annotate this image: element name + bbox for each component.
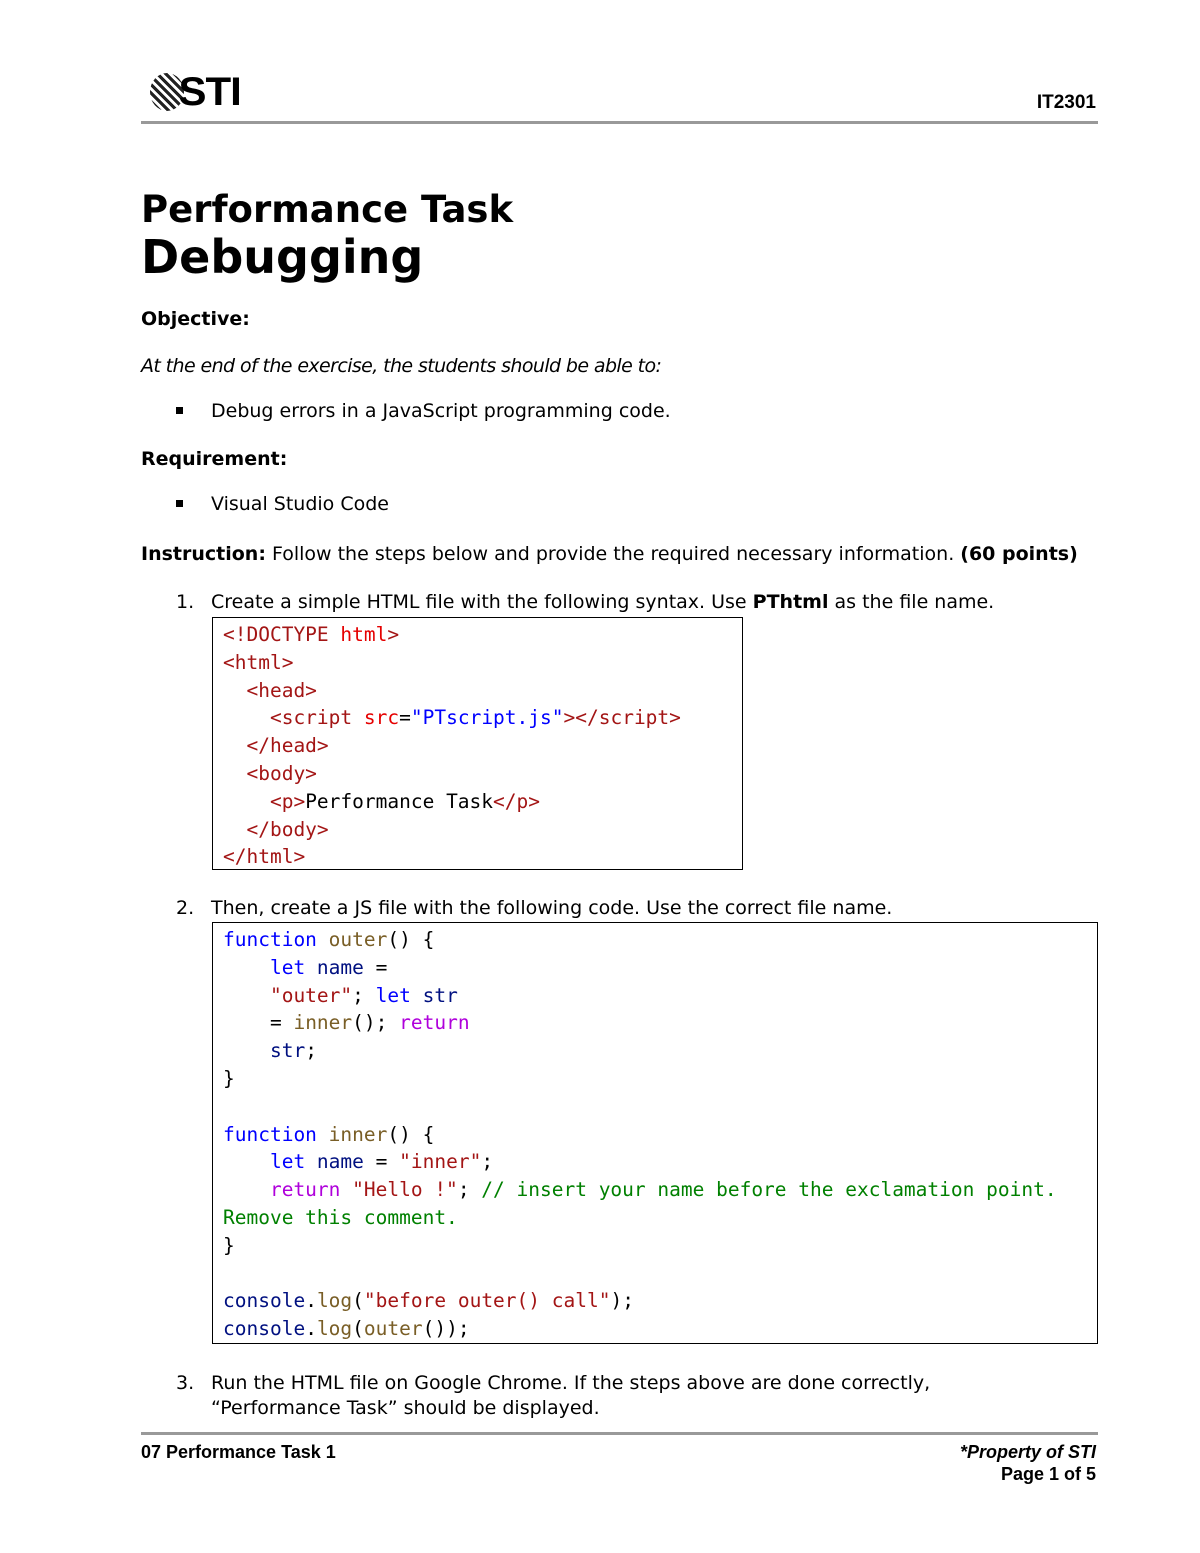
code-token: } <box>223 1233 235 1257</box>
code-line <box>223 1287 1087 1315</box>
code-line <box>223 954 1087 982</box>
step-1-filename: PThtml <box>752 591 829 613</box>
code-line <box>223 1037 1087 1065</box>
code-token: </head> <box>223 734 329 758</box>
code-token: console <box>223 1289 306 1313</box>
sti-logo <box>150 72 239 112</box>
code-token: "PTscript.js" <box>410 706 564 730</box>
code-token: = <box>363 955 388 979</box>
code-line <box>223 1121 1087 1149</box>
step-1-text <box>211 591 994 613</box>
code-token: = <box>363 1150 400 1174</box>
step-number: 2. <box>176 897 195 919</box>
code-token: </p> <box>493 789 540 813</box>
code-line <box>223 1093 1087 1121</box>
code-token: return <box>223 1178 353 1202</box>
code-token: Remove this comment. <box>223 1205 458 1229</box>
code-token: ( <box>352 1289 364 1313</box>
code-token: ()); <box>422 1317 470 1341</box>
code-token: outer <box>363 1317 423 1341</box>
requirement-heading: Requirement: <box>141 448 288 470</box>
code-token: Performance Task <box>305 789 494 813</box>
code-token: "Hello !" <box>352 1178 458 1202</box>
code-token: log <box>316 1317 353 1341</box>
code-token: <p> <box>223 789 306 813</box>
code-token: . <box>305 1289 317 1313</box>
step-1-post: as the file name. <box>828 591 995 613</box>
code-line <box>223 1065 1087 1093</box>
code-token: name <box>316 955 364 979</box>
code-line <box>223 649 732 677</box>
logo-text: STI <box>178 70 241 114</box>
code-token: > <box>387 623 400 646</box>
step-number: 1. <box>176 591 195 613</box>
code-line <box>223 1009 1087 1037</box>
step-number: 3. <box>176 1372 195 1394</box>
code-token: str <box>223 1039 306 1063</box>
code-token: <html> <box>223 650 294 674</box>
code-token: let <box>375 983 423 1007</box>
footer-rule <box>141 1432 1098 1435</box>
code-token: "inner" <box>399 1150 482 1174</box>
code-line <box>223 843 732 871</box>
code-token: log <box>316 1289 353 1313</box>
bullet-icon <box>176 500 183 507</box>
code-token: ); <box>610 1289 634 1313</box>
code-line <box>223 982 1087 1010</box>
code-token: = <box>223 1011 294 1035</box>
code-token: // insert your name before the exclamation point. <box>481 1178 1057 1202</box>
code-token: ; <box>305 1039 317 1063</box>
step-3-line2: “Performance Task” should be displayed. <box>211 1397 600 1419</box>
objective-item: Debug errors in a JavaScript programming code. <box>211 400 671 422</box>
code-token: <script <box>223 706 364 730</box>
footer-doc-title: 07 Performance Task 1 <box>141 1442 336 1462</box>
code-token: . <box>305 1317 317 1341</box>
step-1-pre: Create a simple HTML file with the following syntax. Use <box>211 591 753 613</box>
code-token: ; <box>481 1150 494 1174</box>
step-3-line1: Run the HTML file on Google Chrome. If the steps above are done correctly, <box>211 1372 931 1394</box>
code-line <box>223 760 732 788</box>
code-line <box>223 926 1087 954</box>
code-token: function <box>223 928 329 951</box>
code-token: let <box>223 955 317 979</box>
code-token: (); <box>352 1011 400 1035</box>
footer-property: *Property of STI <box>959 1442 1096 1462</box>
code-line <box>223 1148 1087 1176</box>
code-token: html <box>340 623 388 646</box>
code-token: return <box>399 1011 470 1035</box>
js-code-box <box>212 922 1098 1344</box>
footer-page-number: Page 1 of 5 <box>1000 1464 1096 1484</box>
code-token: ( <box>352 1317 364 1341</box>
header-rule <box>141 121 1098 124</box>
code-token: let <box>223 1150 317 1174</box>
code-token: console <box>223 1317 306 1341</box>
code-token: ; <box>457 1178 482 1202</box>
objective-heading: Objective: <box>141 308 250 330</box>
code-token: <body> <box>223 761 317 785</box>
code-token: "outer" <box>223 983 353 1007</box>
code-token: inner <box>328 1122 388 1146</box>
course-code: IT2301 <box>1036 92 1096 113</box>
code-token: </html> <box>223 845 306 869</box>
code-token: } <box>223 1066 235 1090</box>
code-line <box>223 621 732 649</box>
code-token: src <box>363 706 400 730</box>
objective-intro: At the end of the exercise, the students should be able to: <box>141 355 662 377</box>
instruction-text: Follow the steps below and provide the required necessary information. <box>265 543 961 565</box>
code-line <box>223 1232 1087 1260</box>
code-token: inner <box>293 1011 353 1035</box>
instruction-label: Instruction: <box>141 543 266 565</box>
code-line <box>223 1260 1087 1288</box>
title-line2: Debugging <box>141 230 424 284</box>
instruction <box>141 543 1078 565</box>
code-line <box>223 732 732 760</box>
code-token: "before outer() call" <box>363 1289 611 1313</box>
code-token: function <box>223 1122 329 1146</box>
instruction-points: (60 points) <box>960 543 1078 565</box>
bullet-icon <box>176 407 183 414</box>
requirement-item: Visual Studio Code <box>211 493 389 515</box>
code-token: ></script> <box>563 706 681 730</box>
code-token: () { <box>387 1122 435 1146</box>
code-token: outer <box>328 928 388 951</box>
code-line <box>223 1176 1087 1204</box>
code-token: <head> <box>223 678 317 702</box>
title-line1: Performance Task <box>141 188 514 231</box>
code-token: ; <box>352 983 376 1007</box>
code-line <box>223 788 732 816</box>
code-line <box>223 1204 1087 1232</box>
code-token: () { <box>387 928 435 951</box>
step-2-text: Then, create a JS file with the following code. Use the correct file name. <box>211 897 893 919</box>
code-token: str <box>422 983 458 1007</box>
code-token: name <box>316 1150 364 1174</box>
code-line <box>223 1315 1087 1343</box>
code-token: </body> <box>223 817 329 841</box>
code-line <box>223 677 732 705</box>
code-token: <!DOCTYPE <box>223 623 341 646</box>
html-code-box <box>212 617 743 870</box>
code-line <box>223 704 732 732</box>
code-line <box>223 816 732 844</box>
code-token: = <box>399 706 411 730</box>
